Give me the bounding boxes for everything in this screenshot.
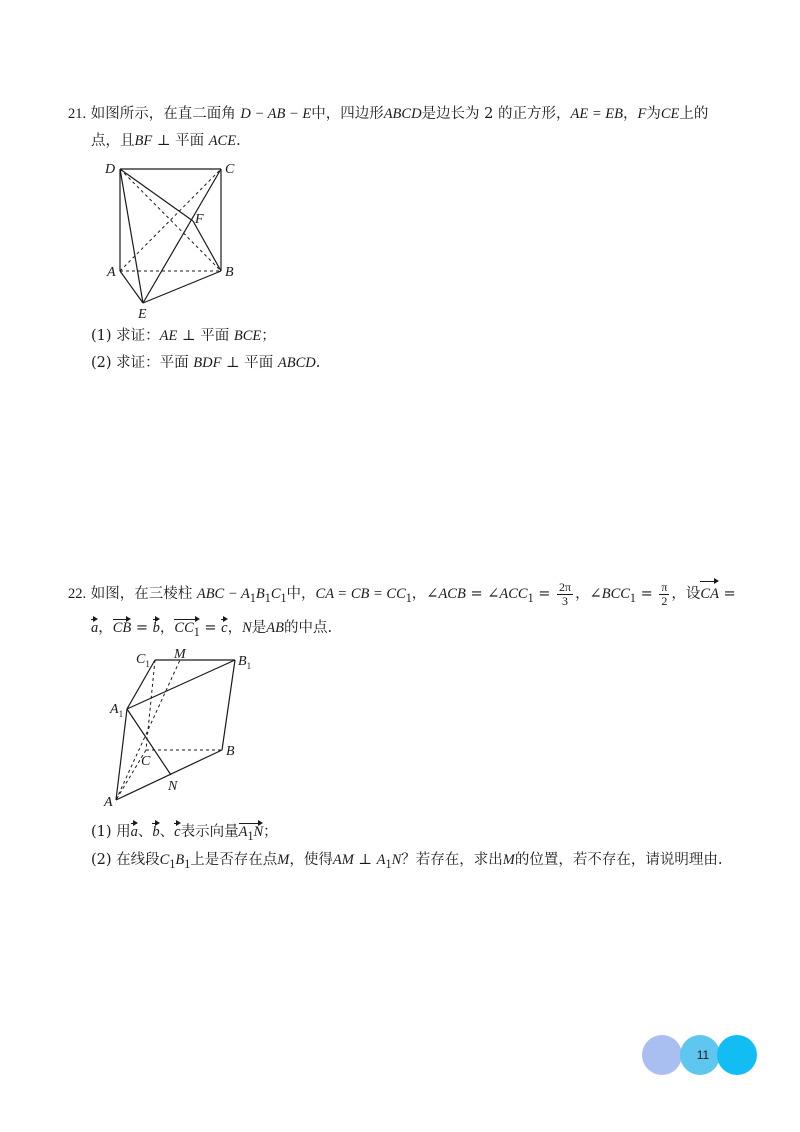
q22-line2: a，CB = b，$CC_1 = c$，N是AB的中点. [91,618,332,642]
q22-part1: (1) 用a、b、c表示向量$A_1N$； [91,822,278,846]
page-dot-left [642,1035,682,1075]
q21-line1: 21. 如图所示，在直二面角 D − AB − E中，四边形ABCD是边长为 2 的正方形，AE = EB，F为CE上的 [68,106,709,122]
vector-CA: CA [700,580,719,608]
label-A: A [107,265,116,280]
q22-figure [100,643,265,813]
vector-b: b [152,620,160,636]
vector-a-part1: a [130,824,138,840]
q21-figure [95,155,255,320]
vector-CB: CB [112,620,132,636]
label-M: M [174,647,186,662]
label-B1: $B_1$ [238,654,252,671]
label-B: B [225,265,234,280]
page-dot-right [717,1035,757,1075]
label-D: D [105,162,116,177]
label-C1: $C_1$ [136,652,150,669]
label-C: C [225,162,235,177]
vector-a: a [91,620,99,636]
label-B: B [226,744,235,759]
vector-b-part1: b [152,824,160,840]
q22-part2: (2) 在线段$C_1B_1$上是否存在点M，使得AM ⊥ $A_1N$？若存在，求出M的位置，若不存在，请说明理由. [91,852,723,871]
vector-c: c [221,620,228,636]
vector-CC1: $CC_1$ [174,618,199,642]
q21-part2: (2) 求证：平面 BDF ⊥ 平面 ABCD. [91,355,321,371]
label-C: C [141,754,151,769]
label-A: A [104,795,113,810]
vector-A1N: $A_1N$ [239,822,264,846]
q21-line2: 点，且BF ⊥ 平面 ACE. [91,133,241,149]
fraction-2pi-3: $\frac{2\pi}{3}$ [559,579,572,608]
q22-line1: 22. 如图，在三棱柱 ABC − $A_1B_1C_1$中，CA = CB = $CC_1$，∠ACB = $\angle ACC_1$ = $\frac{2\pi}{3}$ ，$\angle BCC_1$ = $\frac{\pi}{2}$ ，设CA = [68,579,736,608]
q21-part1: (1) 求证：AE ⊥ 平面 BCE； [91,328,276,344]
label-N: N [168,779,178,794]
label-A1: $A_1$ [110,702,124,719]
vector-c-part1: c [174,824,181,840]
label-E: E [138,307,147,320]
page-number: 11 [696,1048,710,1062]
label-F: F [195,212,204,227]
fraction-pi-2: $\frac{\pi}{2}$ [661,579,668,608]
